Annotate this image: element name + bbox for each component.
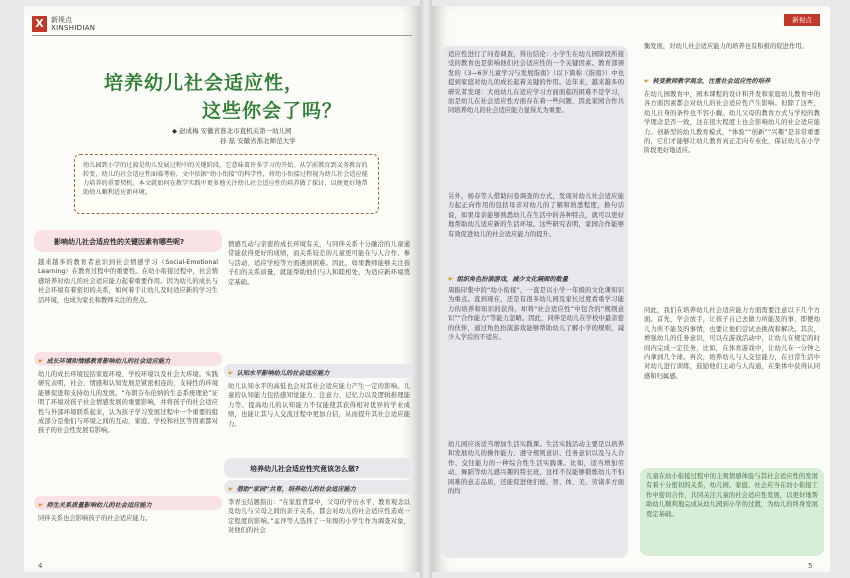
section-heading-1: 影响幼儿社会适应性的关键因素有哪些呢? [54, 238, 185, 246]
page-number-right: 5 [808, 562, 813, 570]
right-page [432, 6, 830, 572]
subheading-2: ☛ 师生关系质量影响幼儿的社会适应能力 [38, 502, 152, 509]
left-col2-para1: 情感互动与亲密的成长环境有关，与同伴关系十分融洽的儿童通常能获得更好的成绩，而关系较差的儿童更可能在与人合作、参与活动、适应学校等方面遇到困难。因此，如果教师能够关注孩子们的关系质量，就能帮助他们与人和睦相处，为适应新环境奠定基础。 [228, 241, 410, 286]
right-col1-para2: 另外，杨春等人借助问卷调查的方式，发现对幼儿社会适应能力起正向作用的包括母亲对幼儿的了解和熟悉程度，换句话说，如果母亲能够熟悉幼儿在生活中的各种特点，就可以更好地帮助幼儿适应新的生活环境。这些研究表明，家园合作能够有效促进幼儿的社会适应能力的提升。 [448, 193, 624, 238]
hand-icon: ☛ [38, 502, 44, 509]
left-page [24, 6, 420, 572]
left-col2-para2: 幼儿认知水平的高低也会对其社会适应能力产生一定的影响。儿童的认知能力包括感知觉能力、注意力、记忆力以及逻辑推理能力等。提高幼儿的认知能力不仅能使其获得相对优异的学业成绩，也能让其与人交流过程中更加自信，从而提升其社会适应能力。 [228, 383, 410, 428]
hand-icon: ☛ [448, 276, 454, 283]
right-subheading-1: ☛ 组织角色扮演游戏，减少文化隔阂的数量 [448, 276, 568, 283]
left-col1-para2: 幼儿的成长环境包括家庭环境、学校环境以及社会大环境。实践研究表明，社会、情感和认知发展是紧密相连的，支持性的环境能够促进和支持幼儿的发展。“布朗芬布伦纳的生态系统理论”证明了环境对孩子社会情感发展的重要影响，并将孩子的社会适应性与外部环境联系起来，认为孩子学习发展过程中一个重要的组成部分是他们与环境之间的互动，家庭、学校和社区等因素都对孩子的社会性发展有影响。 [38, 371, 218, 435]
article-title-line1: 培养幼儿社会适应性， [104, 72, 305, 94]
header-rule [32, 35, 412, 36]
right-subheading-2: ☛ 转变教师教学观念，注重社会适应性的培养 [644, 78, 771, 85]
abstract-box: 幼儿园到小学的过渡是幼儿发展过程中的关键阶段。它意味着许多学习的开始。从学前教育到义务教育的转变，幼儿的社会适应性面临考验。文中依据“幼小衔接”的科学性，将幼小衔接过程视为幼儿社会适应能力培养的重要契机。本文就如何在教学实践中更多地关注幼儿社会适应性的培养做了探讨，以便更好地帮助幼儿顺利适应新环境。 [74, 154, 379, 214]
left-col1-para1: 越来越多的教育者意识到社会情感学习（Social-Emotional Learning）在教育过程中的重要性。在幼小衔接过程中，社会情感培养对幼儿的社会适应能力起着重要作用。因为幼儿的成长与社会环境有着密切的关系，如何着手让幼儿及时适应新的学习生活环境，也成为家长和教师关注的焦点。 [38, 259, 218, 304]
page-number-left: 4 [38, 562, 43, 570]
section-pinyin: XINSHIDIAN [51, 24, 96, 32]
section-tag: 新视点 [784, 14, 820, 26]
summary-text: 儿童在幼小衔接过程中的主观情感体验与其社会适应性的发展有着十分密切的关系，幼儿园、家庭、社会应当在幼小衔接工作中密切合作，共同关注儿童的社会适应性发展，以更好地帮助幼儿顺利地完成从幼儿园到小学的过渡，为幼儿的终身发展奠定基础。 [646, 473, 818, 518]
right-col1-para3: 周振印集中的“幼小衔接”，一直是以小学一年级的文化课知识为重点。直到现在，还是有很多幼儿园及家长过度看重学习能力的培养和知识的获得，却将“社会适应性”中包含的“规则意识”“合作能力”等能力忽略。因此，同伴是幼儿在学校中最亲密的伙伴，通过角色扮演游戏能够帮助幼儿了解小学的规则，减少入学后的不适应。 [448, 287, 624, 342]
spine-gutter [420, 0, 432, 578]
hand-icon: ☛ [228, 486, 234, 493]
author-1: ◆ 赵成梅 安徽省淮北市直机关第一幼儿园 [172, 127, 292, 135]
author-2: 孙 磊 安徽省淮北师范大学 [220, 137, 296, 145]
right-col1-para4: 幼儿园应该适当增加生活实践课。生活实践活动主要是以培养和发展幼儿的操作能力、遵守规则意识、任务意识以及与人合作、交往能力的一种综合性生活实践课。比如，适当增加劳动、舞蹈等幼儿感兴趣的特长班，这样不仅能够锻炼幼儿不怕困难的意志品质，还能促进他们德、智、体、美、劳诸多方面的均 [448, 441, 624, 496]
section-label: 新视点 [51, 16, 72, 24]
hand-icon: ☛ [38, 358, 44, 365]
left-col2-para3: 李青玉结题指出：“在家庭背景中，父母的学历水平、教育观念以及幼儿与父母之间的亲子关系，都会对幼儿的社会适应性造成一定程度的影响。”孟萍等人选择了一年级的小学生作为调查对象，对他们的社会 [228, 499, 410, 535]
right-col2-para1: 衡发展，对幼儿社会适应能力的培养也有积极的促进作用。 [644, 43, 808, 50]
subheading-3: ☛ 认知水平影响幼儿的社会适应能力 [228, 370, 330, 377]
subheading-4: ☛ 借助“家园”共育，培养幼儿的社会适应能力 [228, 486, 356, 493]
section-badge: X [32, 16, 47, 32]
author-block [172, 126, 296, 146]
left-col1-para3: 同伴关系也会影响孩子的社会适应能力。 [38, 515, 152, 522]
section-heading-2: 培养幼儿社会适应性究竟该怎么做? [250, 465, 360, 473]
subheading-1: ☛ 成长环境和情感教育影响幼儿的社会适应能力 [38, 358, 171, 365]
right-col1-para1: 适应性进行了问卷调查，得出结论：小学生在幼儿园阶段所接受的教育也是影响他们社会适应性的一个关键因素。教育部颁发的《3—6岁儿童学习与发展指南》（以下简称《指南》）中也提到家庭对幼儿的成长起着关键的作用。近年来，越来越多的研究者发现：大班幼儿在适应学习方面面临的困难不是学习，而是幼儿在社会适应性方面存在着一些问题，因此家园合作共同培养幼儿的社会适应能力显得尤为重要。 [448, 51, 624, 115]
article-title-line2: 这些你会了吗？ [202, 100, 343, 122]
right-col2-para2: 在幼儿园教育中，园本课程的设计和开发和家庭幼儿教育中的各方面因素都会对幼儿的社会适应性产生影响。但除了这些，幼儿自身的条件也不容小觑。幼儿父母的教育方式与学校的教学理念是否一致，这在很大程度上也会影响幼儿的社会适应能力。创新型的幼儿教育模式，“体验”“创新”“兴趣”是非常重要的，它们才能够让幼儿教育真正走向专业化，保证幼儿在小学阶段更好地适应。 [644, 91, 820, 155]
hand-icon: ☛ [644, 78, 650, 85]
right-col2-para3: 同此，我们在培养幼儿社会适应能力方面需要注意以下几个方面。首先，学会放手，让孩子自己去做力所能及的事，即便幼儿力所不能及的事情，也要让他们尝试去挑战和解决。其次，增强幼儿的任务意识，可以在游戏活动中，让幼儿在规定的时间内完成一定任务，比如，在体育游戏中，让幼儿在一分钟之内拿到几个球。再次，培养幼儿与人交往能力，在日常生活中对幼儿进行训练，鼓励他们主动与人沟通，在集体中获得认同感和归属感。 [644, 307, 820, 380]
hand-icon: ☛ [228, 370, 234, 377]
